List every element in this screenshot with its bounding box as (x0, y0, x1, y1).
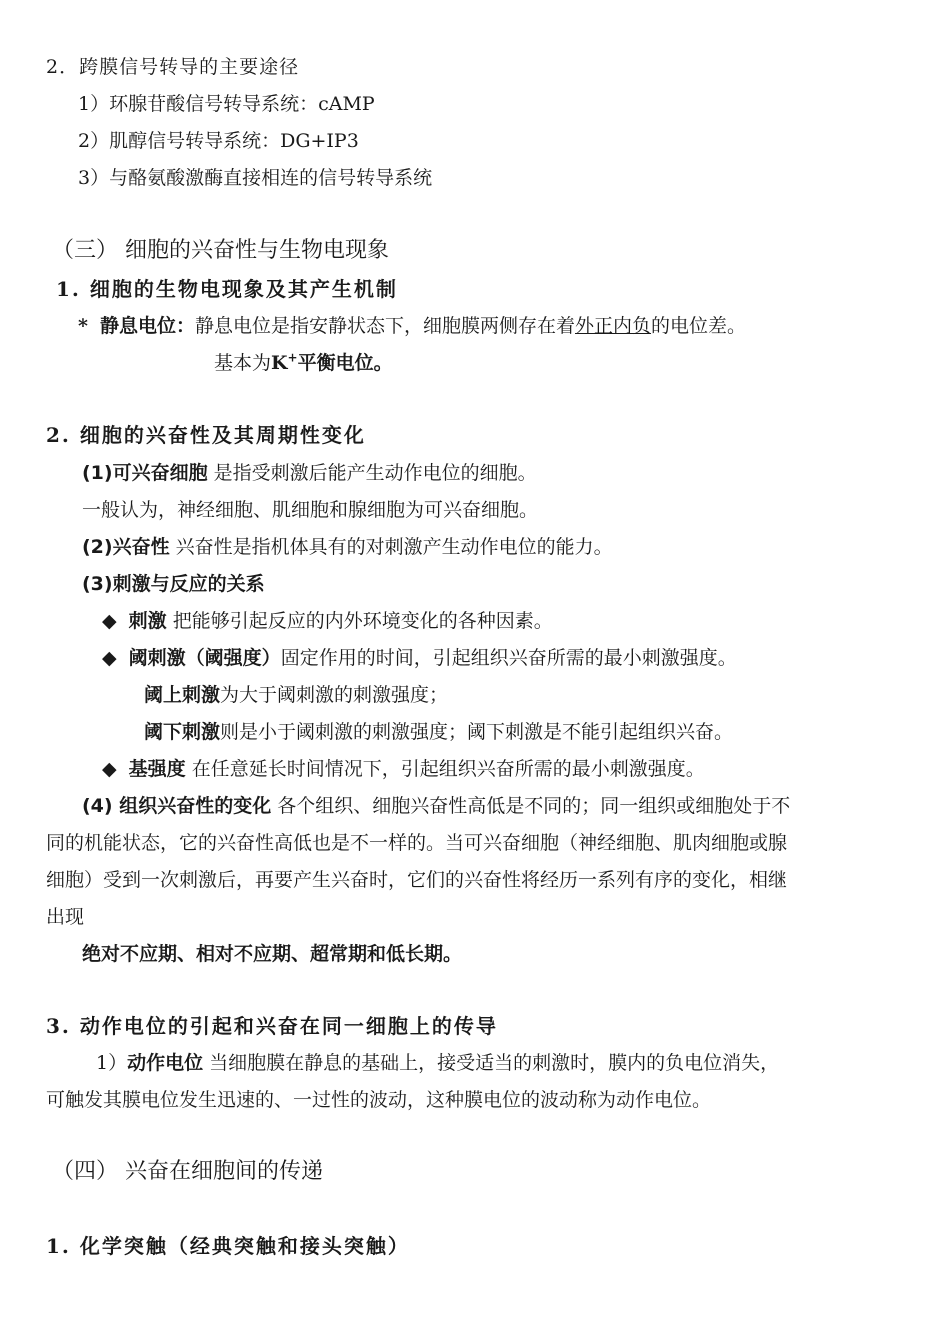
part-3-s2-title: 2. 细胞的兴奋性及其周期性变化 (46, 423, 366, 447)
excitability-change-line (82, 793, 790, 819)
threshold-label: 阈刺激（阈强度） (128, 647, 281, 669)
diamond-bullet-icon: ◆ (102, 758, 117, 780)
excitability-change-label: (4) 组织兴奋性的变化 (82, 795, 272, 817)
excitable-cell-text: 是指受刺激后能产生动作电位的细胞。 (207, 462, 537, 484)
rheobase-label: 基强度 (128, 758, 186, 780)
excitable-cell-label: (1)可兴奋细胞 (82, 462, 208, 484)
excitable-cell-line (82, 460, 537, 486)
action-potential-line (96, 1050, 779, 1076)
subthreshold-text: 则是小于阈刺激的刺激强度；阈下刺激是不能引起组织兴奋。 (220, 721, 734, 743)
stimulus-response-heading: (3)刺激与反应的关系 (82, 573, 265, 595)
potassium-basis-line (214, 350, 393, 376)
list-item: 3）与酪氨酸激酶直接相连的信号转导系统 (78, 167, 433, 189)
excitability-line (82, 534, 613, 560)
resting-potential-line (78, 313, 746, 339)
rheobase-text: 在任意延长时间情况下，引起组织兴奋所需的最小刺激强度。 (185, 758, 705, 780)
list-item: 1）环腺苷酸信号转导系统：cAMP (78, 93, 375, 115)
suprathreshold-line (144, 682, 448, 708)
action-potential-label: 动作电位 (127, 1052, 204, 1074)
suprathreshold-text: 为大于阈刺激的刺激强度； (220, 684, 449, 706)
part-4-s1-title: 1. 化学突触（经典突触和接头突触） (46, 1234, 410, 1258)
excitability-text: 兴奋性是指机体具有的对刺激产生动作电位的能力。 (169, 536, 613, 558)
list-item: 2）肌醇信号转导系统：DG+IP3 (78, 130, 359, 152)
stimulus-item (102, 608, 553, 634)
stimulus-text: 把能够引起反应的内外环境变化的各种因素。 (166, 610, 553, 632)
subthreshold-line (144, 719, 733, 745)
excitability-label: (2)兴奋性 (82, 536, 170, 558)
basis-prefix: 基本为 (214, 352, 272, 374)
section-2-title: 2．跨膜信号转导的主要途径 (46, 56, 300, 78)
resting-potential-text-end: 的电位差。 (651, 315, 747, 337)
resting-potential-text: 静息电位是指安静状态下，细胞膜两侧存在着 (195, 315, 576, 337)
basis-suffix: 平衡电位。 (297, 352, 393, 374)
part-4-heading: （四） 兴奋在细胞间的传递 (52, 1159, 323, 1184)
threshold-text: 固定作用的时间，引起组织兴奋所需的最小刺激强度。 (280, 647, 737, 669)
basis-ion: K (271, 352, 288, 374)
excitability-change-line-4: 出现 (46, 906, 85, 928)
resting-potential-underline: 外正内负 (575, 315, 652, 337)
part-3-heading: （三） 细胞的兴奋性与生物电现象 (52, 238, 389, 263)
suprathreshold-label: 阈上刺激 (144, 684, 221, 706)
excitable-cell-line-2: 一般认为，神经细胞、肌细胞和腺细胞为可兴奋细胞。 (82, 499, 539, 521)
bullet-star: * (78, 315, 88, 337)
diamond-bullet-icon: ◆ (102, 647, 117, 669)
basis-ion-charge: + (287, 350, 298, 365)
part-3-s1-title: 1. 细胞的生物电现象及其产生机制 (56, 277, 398, 301)
action-potential-number: 1） (96, 1052, 128, 1074)
rheobase-item (102, 756, 705, 782)
action-potential-text: 当细胞膜在静息的基础上，接受适当的刺激时，膜内的负电位消失， (203, 1052, 780, 1074)
excitability-change-line-2: 同的机能状态，它的兴奋性高低也是不一样的。当可兴奋细胞（神经细胞、肌肉细胞或腺 (46, 832, 788, 854)
part-3-s3-title: 3. 动作电位的引起和兴奋在同一细胞上的传导 (46, 1014, 498, 1038)
resting-potential-label: 静息电位： (99, 315, 195, 337)
subthreshold-label: 阈下刺激 (144, 721, 221, 743)
refractory-periods: 绝对不应期、相对不应期、超常期和低长期。 (82, 943, 463, 965)
threshold-item (102, 645, 737, 671)
stimulus-label: 刺激 (128, 610, 167, 632)
excitability-change-text: 各个组织、细胞兴奋性高低是不同的；同一组织或细胞处于不 (271, 795, 791, 817)
action-potential-line-2: 可触发其膜电位发生迅速的、一过性的波动，这种膜电位的波动称为动作电位。 (46, 1089, 712, 1111)
excitability-change-line-3: 细胞）受到一次刺激后，再要产生兴奋时，它们的兴奋性将经历一系列有序的变化，相继 (46, 869, 788, 891)
diamond-bullet-icon: ◆ (102, 610, 117, 632)
